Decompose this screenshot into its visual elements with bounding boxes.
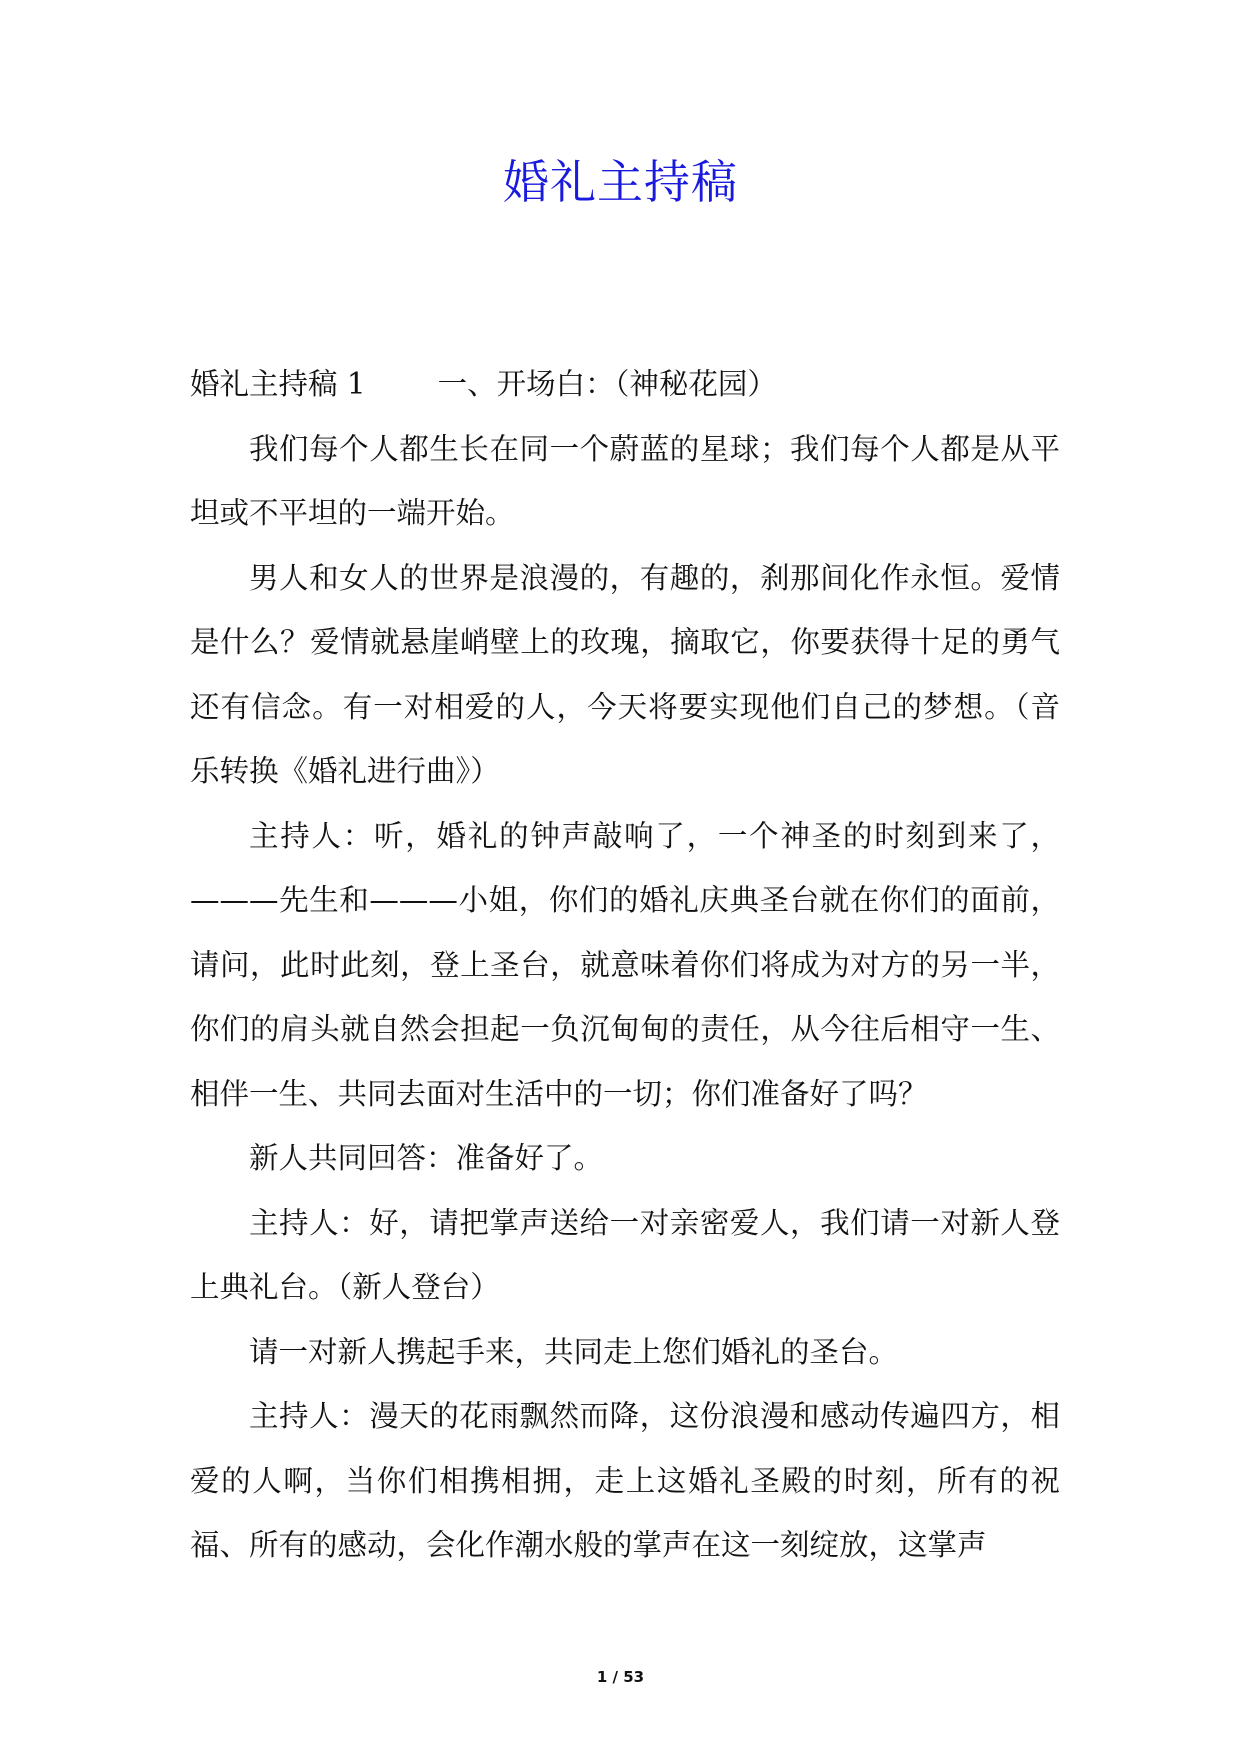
paragraph-5: 主持人：好，请把掌声送给一对亲密爱人，我们请一对新人登上典礼台。（新人登台）: [190, 1205, 1060, 1304]
paragraph-2: 男人和女人的世界是浪漫的，有趣的，刹那间化作永恒。爱情是什么？爱情就悬崖峭壁上的玫瑰，摘取它，你要获得十足的勇气还有信念。有一对相爱的人，今天将要实现他们自己的梦想。（音乐转换《婚礼进行曲》）: [190, 560, 1060, 788]
document-body: [190, 352, 1060, 1578]
intro-label: 婚礼主持稿 1: [190, 367, 366, 401]
paragraph-6: 请一对新人携起手来，共同走上您们婚礼的圣台。: [249, 1334, 899, 1369]
document-title: 婚礼主持稿: [503, 155, 738, 209]
intro-line: [190, 352, 1060, 417]
paragraph-1: 我们每个人都生长在同一个蔚蓝的星球；我们每个人都是从平坦或不平坦的一端开始。: [190, 431, 1060, 530]
paragraph-7: 主持人：漫天的花雨飘然而降，这份浪漫和感动传遍四方，相爱的人啊，当你们相携相拥，走上这婚礼圣殿的时刻，所有的祝福、所有的感动，会化作潮水般的掌声在这一刻绽放，这掌声: [190, 1399, 1060, 1562]
paragraph-3: 主持人：听，婚礼的钟声敲响了，一个神圣的时刻到来了，———先生和———小姐，你们的婚礼庆典圣台就在你们的面前，请问，此时此刻，登上圣台，就意味着你们将成为对方的另一半，你们的肩头就自然会担起一负沉甸甸的责任，从今往后相守一生、相伴一生、共同去面对生活中的一切；你们准备好了吗？: [190, 818, 1060, 1111]
page-number: 1 / 53: [596, 1668, 645, 1686]
paragraph-4: 新人共同回答：准备好了。: [249, 1141, 604, 1175]
intro-text: 一、开场白：（神秘花园）: [437, 367, 777, 401]
